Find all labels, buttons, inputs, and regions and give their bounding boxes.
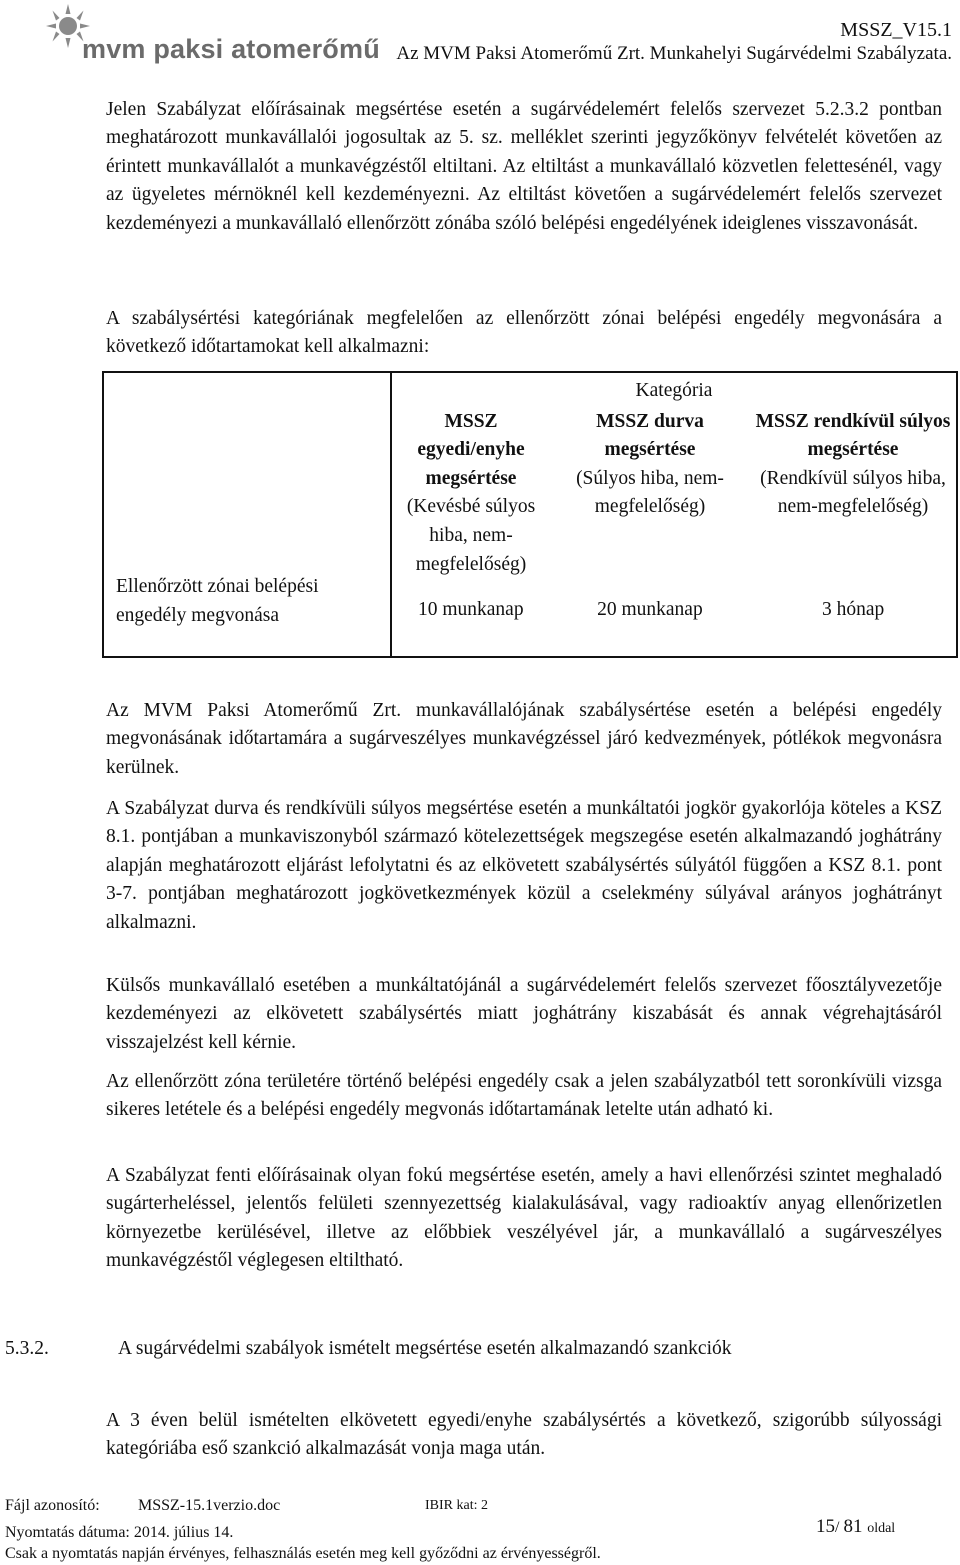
- footer-file-line: [5, 1497, 488, 1515]
- column-desc: (Súlyos hiba, nem-megfelelőség): [576, 467, 724, 518]
- page-word: oldal: [867, 1521, 896, 1536]
- paragraph-employer-action: A Szabályzat durva és rendkívüli súlyos megsértése esetén a munkáltatói jogkör gyakorlója köteles a KSZ 8.1. pontjában a munkaviszonyból származó kötelezettségek megszegése esetén alkalmazandó joghátrány alapján meghatározott eljárást lefolytatni és az elkövetett szabálysértés súlyától függően a KSZ 8.1. pont 3-7. pontjában meghatározott jogkövetkezmények közül a cselekmény súlyával arányos joghátrányt alkalmazni.: [106, 798, 942, 933]
- sanction-table: [102, 371, 958, 658]
- value-cell-severe: [750, 582, 957, 657]
- page-current: 15: [816, 1516, 835, 1537]
- value-gross: 20 munkanap: [597, 599, 703, 620]
- company-logo: [28, 4, 380, 76]
- category-header: Kategória: [635, 380, 713, 401]
- page-number: 15/ 81 oldal: [816, 1516, 896, 1537]
- section-title: A sugárvédelmi szabályok ismételt megsértése esetén alkalmazandó szankciók: [118, 1338, 732, 1359]
- paragraph-reentry: Az ellenőrzött zóna területére történő belépési engedély csak a jelen szabályzatból tett soronkívüli vizsga sikeres letétele és a belépési engedély megvonás időtartamának letelte után adható ki.: [106, 1071, 942, 1121]
- paragraph-allowances: Az MVM Paksi Atomerőmű Zrt. munkavállalójának szabálysértése esetén a belépési engedély megvonásának időtartamára a sugárveszélyes munkavégzéssel járó kedvezmények, pótlékok megvonásra kerülnek.: [106, 700, 942, 778]
- column-header-severe: [750, 406, 956, 580]
- column-desc: (Rendkívül súlyos hiba, nem-megfelelőség): [760, 467, 946, 518]
- column-name: MSSZ egyedi/enyhe megsértése: [417, 410, 525, 489]
- ibir-category: IBIR kat: 2: [425, 1498, 488, 1513]
- file-id: MSSZ-15.1verzio.doc: [138, 1497, 281, 1514]
- row-label: Ellenőrzött zónai belépési engedély megvonása: [116, 576, 319, 626]
- column-desc: (Kevésbé súlyos hiba, nem-megfelelőség): [406, 496, 536, 575]
- value-minor: 10 munkanap: [417, 599, 524, 620]
- paragraph-permanent-ban: A Szabályzat fenti előírásainak olyan fokú megsértése esetén, amely a havi ellenőrzési szintet meghaladó sugárterheléssel, jelentős felületi szennyezettség kialakulásával, vagy radioaktív anyag ellenőrizetlen környezetbe kerülésével, illetve az előbbiek veszélyével jár, a munkavállaló a sugárveszélyes munkavégzéstől véglegesen eltiltható.: [106, 1165, 942, 1272]
- column-header-gross: [550, 406, 750, 580]
- column-header-minor: [392, 406, 550, 580]
- paragraph-external-worker: Külsős munkavállaló esetében a munkáltatójánál a sugárvédelemért felelős szervezet főosztályvezetője kezdeményezi az elkövetett szabálysértés miatt joghátrány kiszabását és annak végrehajtásáról visszajelzést kell kérnie.: [106, 975, 942, 1053]
- document-title: Az MVM Paksi Atomerőmű Zrt. Munkahelyi Sugárvédelmi Szabályzata.: [396, 43, 952, 64]
- category-header-cell: [391, 372, 957, 582]
- paragraph-prohibition: Jelen Szabályzat előírásainak megsértése esetén a sugárvédelemért felelős szervezet 5.2.3.2 pontban meghatározott munkavállalói jogosultak az 5. sz. melléklet szerinti jegyzőkönyv felvételét követően az érintett munkavállalót a munkavégzéstől eltiltani. Az eltiltást a munkavállaló közvetlen felettesénél, vagy az ügyeletes mérnöknél kell kezdeményezni. Az eltiltást követően a sugárvédelemért felelős szervezet kezdeményezi a munkavállaló ellenőrzött zónába szóló belépési engedélyének ideiglenes visszavonását.: [106, 99, 942, 234]
- row-label-cell: [103, 372, 391, 657]
- validity-note: Csak a nyomtatás napján érvényes, felhasználás esetén meg kell győződni az érvényességről.: [5, 1545, 601, 1562]
- value-cell-minor: [391, 582, 550, 657]
- column-name: MSSZ rendkívül súlyos megsértése: [755, 410, 951, 461]
- column-name: MSSZ durva megsértése: [596, 410, 704, 461]
- file-id-label: Fájl azonosító:: [5, 1497, 100, 1514]
- document-header: [396, 18, 952, 66]
- print-date: Nyomtatás dátuma: 2014. július 14.: [5, 1524, 234, 1541]
- paragraph-durations-intro: A szabálysértési kategóriának megfelelően az ellenőrzött zónai belépési engedély megvonására a következő időtartamokat kell alkalmazni:: [106, 308, 942, 358]
- value-severe: 3 hónap: [821, 599, 885, 620]
- logo-wordmark: mvm paksi atomerőmű: [82, 34, 380, 64]
- section-number: 5.3.2.: [5, 1338, 49, 1359]
- page-total: 81: [843, 1516, 863, 1537]
- paragraph-repeat-violation: A 3 éven belül ismételten elkövetett egyedi/enyhe szabálysértés a következő, szigorúbb súlyossági kategóriába eső szankció alkalmazását vonja maga után.: [106, 1410, 942, 1460]
- document-code: MSSZ_V15.1: [840, 19, 952, 41]
- value-cell-gross: [550, 582, 751, 657]
